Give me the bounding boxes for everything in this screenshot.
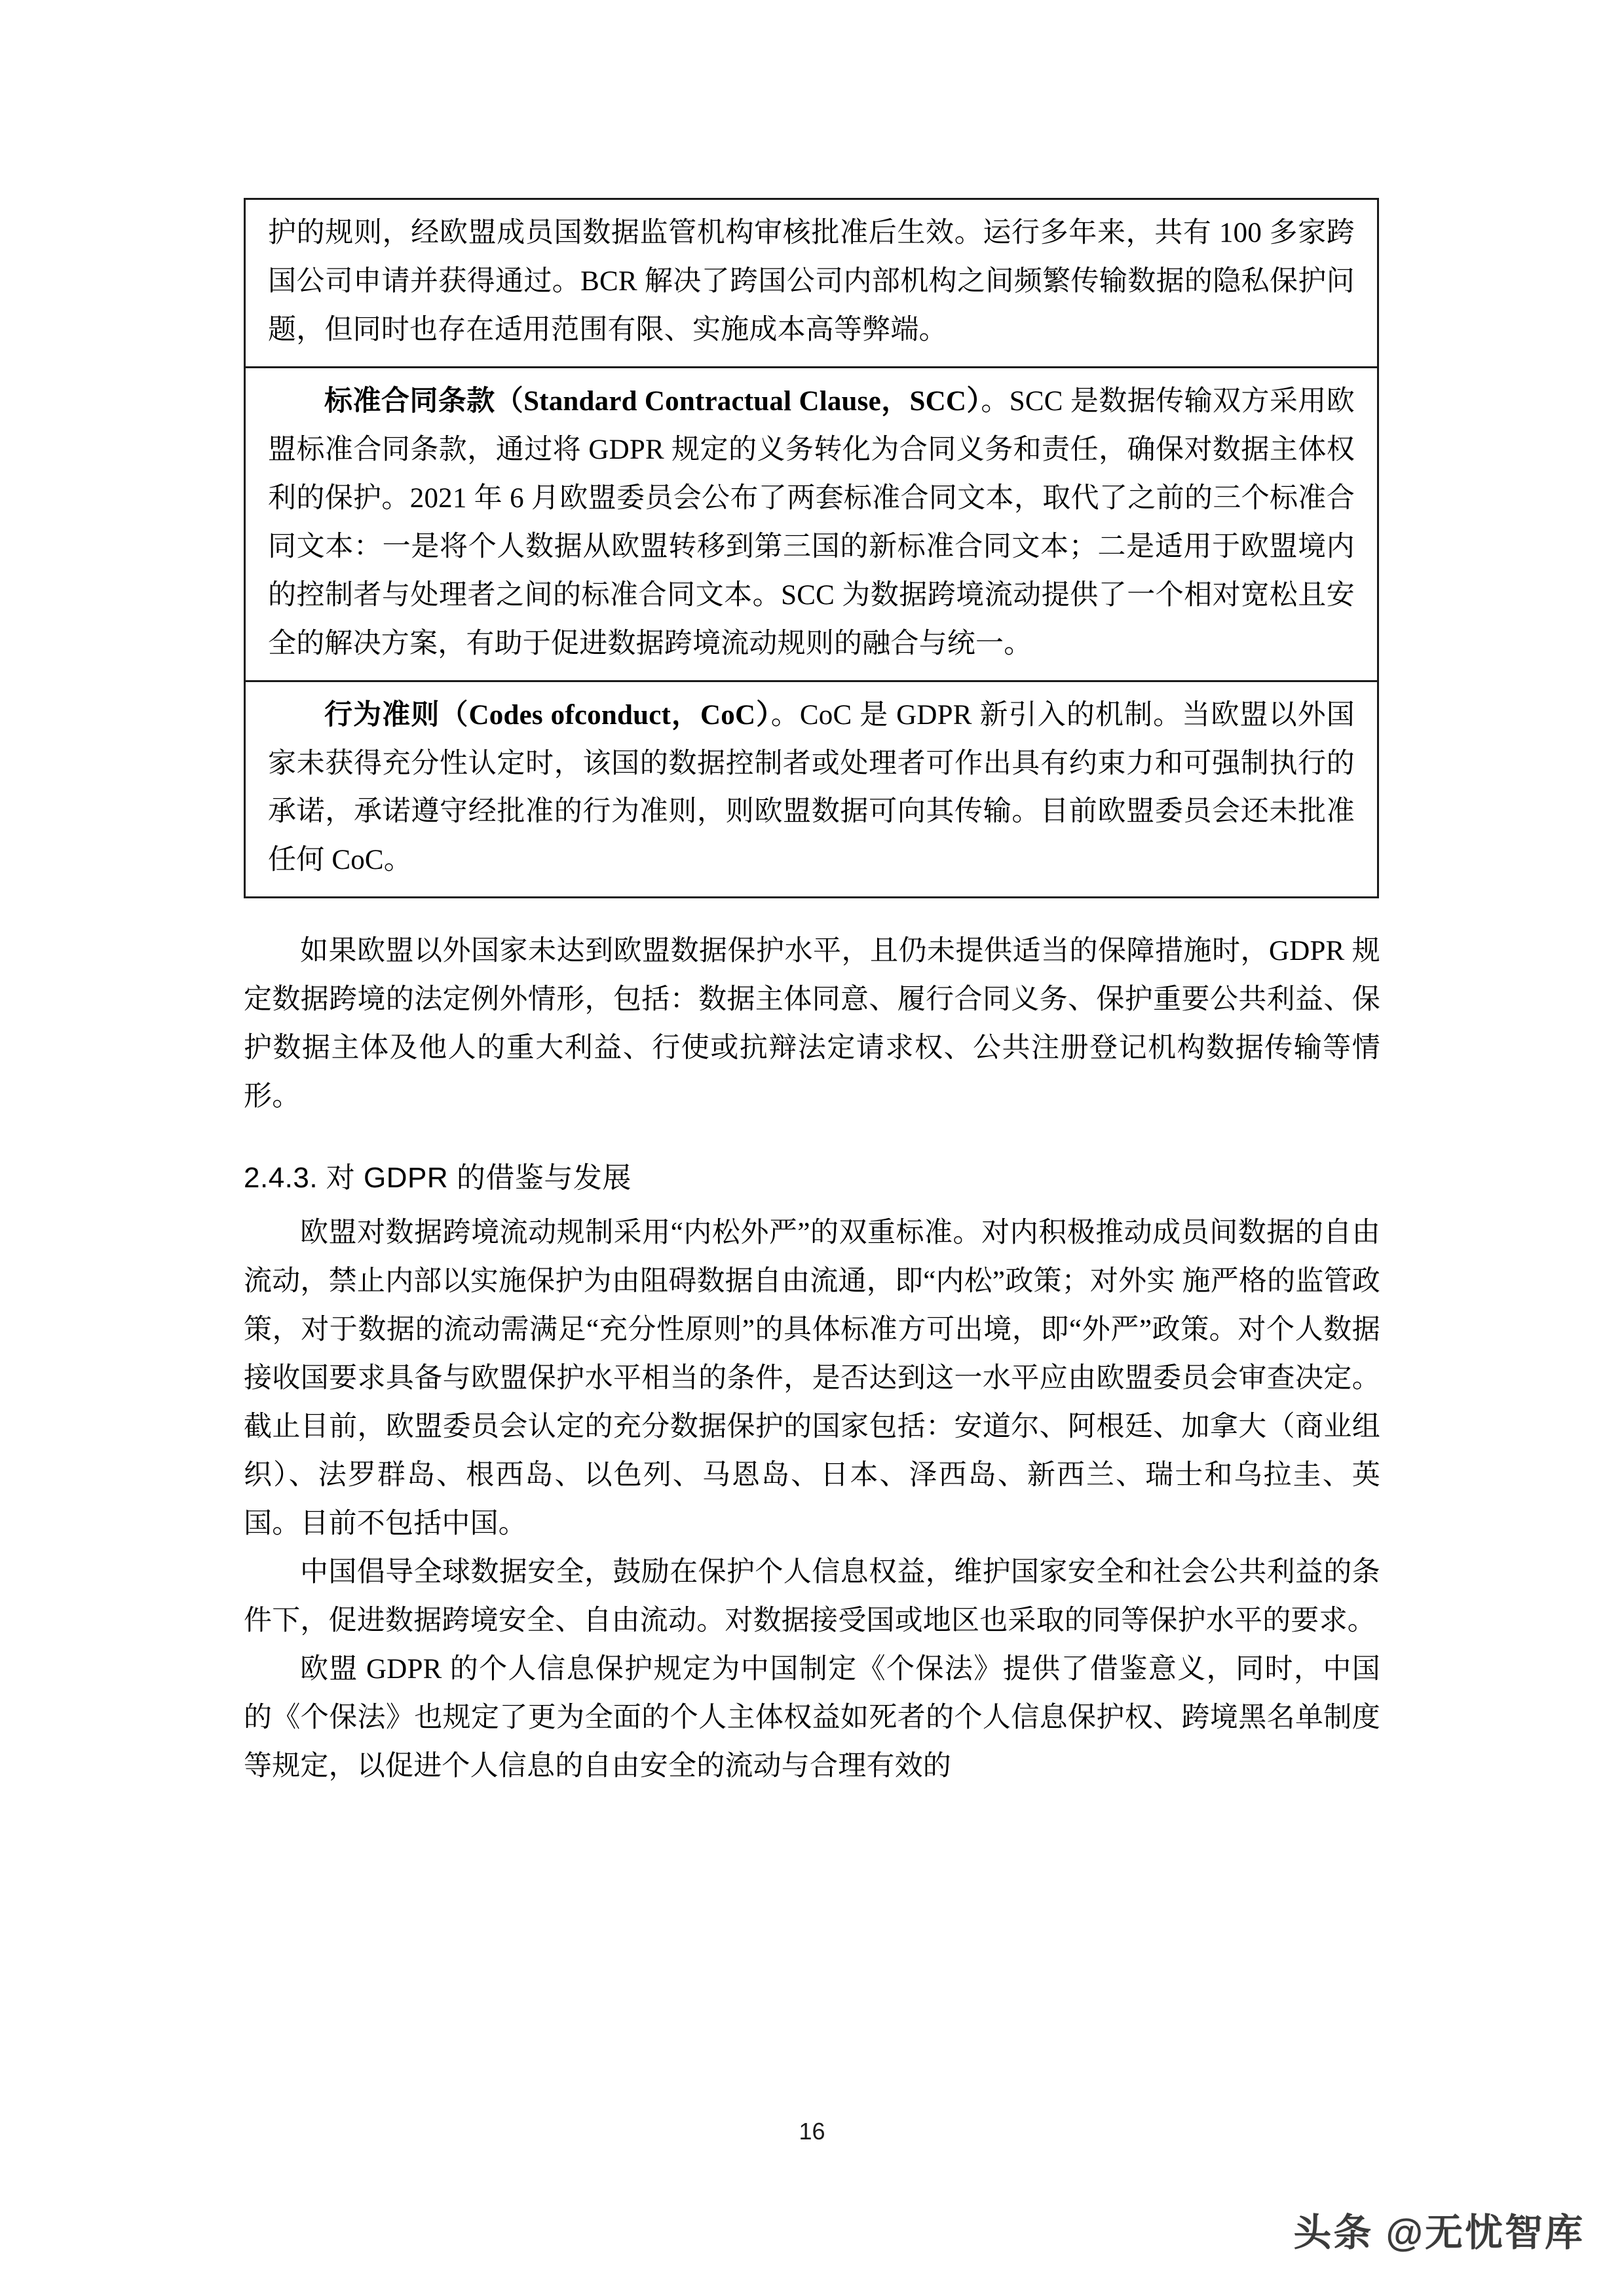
coc-paragraph	[268, 691, 1355, 885]
scc-cell	[246, 368, 1377, 680]
exceptions-paragraph: 如果欧盟以外国家未达到欧盟数据保护水平，且仍未提供适当的保障措施时，GDPR 规定数据跨境的法定例外情形，包括：数据主体同意、履行合同义务、保护重要公共利益、保护数据主体及他人的重大利益、行使或抗辩法定请求权、公共注册登记机构数据传输等情形。	[244, 936, 1380, 1113]
table-row	[246, 200, 1377, 368]
china-advocacy-paragraph: 中国倡导全球数据安全，鼓励在保护个人信息权益，维护国家安全和社会公共利益的条件下，促进数据跨境安全、自由流动。对数据接受国或地区也采取的同等保护水平的要求。	[244, 1556, 1380, 1636]
scc-body-text: 。SCC 是数据传输双方采用欧盟标准合同条款，通过将 GDPR 规定的义务转化为合同义务和责任，确保对数据主体权利的保护。2021 年 6 月欧盟委员会公布了两套标准合同文本，取代了之前的三个标准合同文本：一是将个人数据从欧盟转移到第三国的新标准合同文本；二是适用于欧盟境内的控制者与处理者之间的标准合同文本。SCC 为数据跨境流动提供了一个相对宽松且安全的解决方案，有助于促进数据跨境流动规则的融合与统一。	[268, 385, 1355, 659]
table-row	[246, 368, 1377, 682]
post-table-block	[244, 927, 1380, 1121]
bcr-paragraph: 护的规则，经欧盟成员国数据监管机构审核批准后生效。运行多年来，共有 100 多家跨国公司申请并获得通过。BCR 解决了跨国公司内部机构之间频繁传输数据的隐私保护问题，但同时也存在适用范围有限、实施成本高等弊端。	[268, 218, 1355, 345]
coc-heading-label: 行为准则（Codes ofconduct，CoC）	[324, 699, 771, 731]
gdpr-reference-paragraph: 欧盟 GDPR 的个人信息保护规定为中国制定《个保法》提供了借鉴意义，同时，中国的《个保法》也规定了更为全面的个人主体权益如死者的个人信息保护权、跨境黑名单制度等规定，以促进个人信息的自由安全的流动与合理有效的	[244, 1653, 1380, 1782]
framed-table	[244, 198, 1379, 898]
table-row	[246, 682, 1377, 897]
bcr-cell	[246, 200, 1377, 366]
scc-paragraph	[268, 377, 1355, 668]
dual-standard-paragraph: 欧盟对数据跨境流动规制采用“内松外严”的双重标准。对内积极推动成员间数据的自由流动，禁止内部以实施保护为由阻碍数据自由流通，即“内松”政策；对外实 施严格的监管政策，对于数据的流动需满足“充分性原则”的具体标准方可出境，即“外严”政策。对个人数据接收国要求具备与欧盟保护水平相当的条件，是否达到这一水平应由欧盟委员会审查决定。截止目前，欧盟委员会认定的充分数据保护的国家包括：安道尔、阿根廷、加拿大（商业组织）、法罗群岛、根西岛、以色列、马恩岛、日本、泽西岛、新西兰、瑞士和乌拉圭、英国。目前不包括中国。	[244, 1217, 1380, 1539]
scc-heading-label: 标准合同条款（Standard Contractual Clause，SCC）	[324, 385, 981, 417]
section-heading-2-4-3: 2.4.3. 对 GDPR 的借鉴与发展	[244, 1162, 632, 1195]
watermark: 头条 @无忧智库	[1293, 2211, 1585, 2254]
page-content	[244, 198, 1380, 1791]
coc-cell	[246, 682, 1377, 897]
page-number: 16	[799, 2118, 825, 2145]
coc-body-text: 。CoC 是 GDPR 新引入的机制。当欧盟以外国家未获得充分性认定时，该国的数据控制者或处理者可作出具有约束力和可强制执行的承诺，承诺遵守经批准的行为准则，则欧盟数据可向其传输。目前欧盟委员会还未批准任何 CoC。	[268, 699, 1355, 876]
